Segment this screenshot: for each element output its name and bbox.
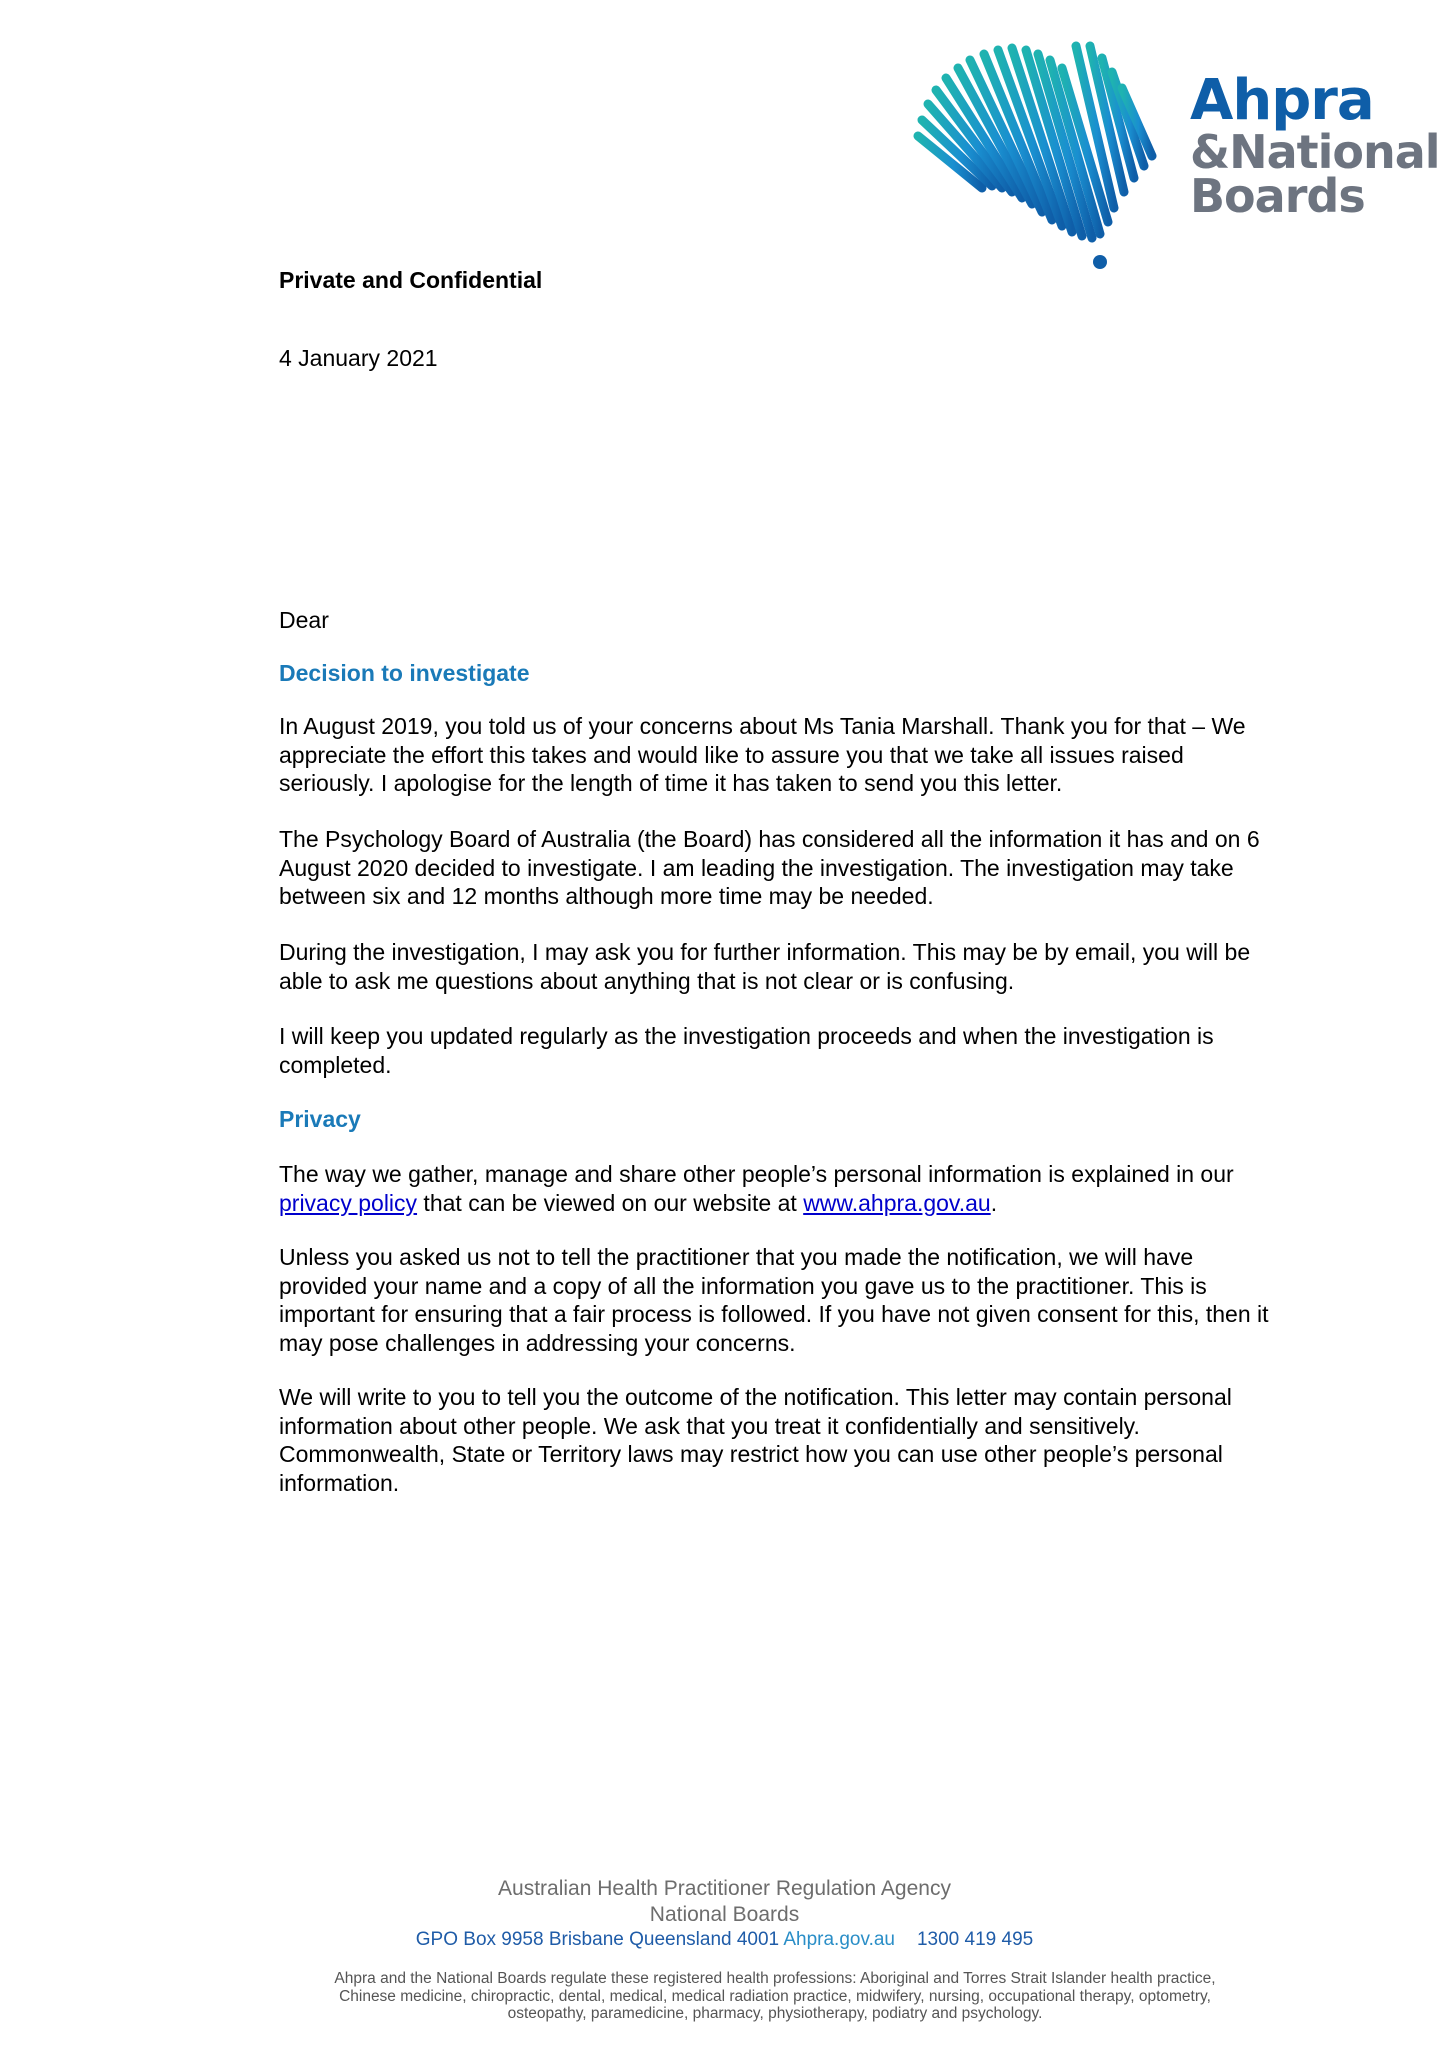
footer-national-boards: National Boards xyxy=(649,1903,800,1926)
paragraph-board-decision: The Psychology Board of Australia (the Board) has considered all the information it has and on 6 August 2020 decided to investigate. I am leading the investigation. The investigation may take between six and 12 months although more time may be needed. xyxy=(279,826,1260,909)
footer-address: GPO Box 9958 Brisbane Queensland 4001 xyxy=(415,1929,780,1950)
heading-privacy: Privacy xyxy=(279,1106,361,1132)
logo-wordmark xyxy=(1190,68,1440,223)
ahpra-website-link[interactable]: www.ahpra.gov.au xyxy=(803,1189,991,1216)
privacy-text-after: . xyxy=(990,1189,998,1216)
salutation: Dear xyxy=(279,607,329,633)
paragraph-outcome: We will write to you to tell you the outcome of the notification. This letter may contain personal information about other people. We ask that you treat it confidentially and sensitively. Commonwealth, State or Territory laws may restrict how you can use other people’s personal information. xyxy=(279,1384,1232,1496)
privacy-policy-link[interactable]: privacy policy xyxy=(279,1189,418,1216)
classification-label: Private and Confidential xyxy=(279,267,543,293)
privacy-text-middle: that can be viewed on our website at xyxy=(417,1189,804,1216)
logo-ahpra-text: Ahpra xyxy=(1190,68,1374,133)
australia-rays-logo-mark xyxy=(912,38,1172,274)
privacy-text-before: The way we gather, manage and share other people’s personal information is explained in our xyxy=(279,1161,1234,1187)
ahpra-logo xyxy=(912,38,1440,274)
paragraph-updates: I will keep you updated regularly as the investigation proceeds and when the investigation is completed. xyxy=(279,1023,1214,1078)
footer-professions: Ahpra and the National Boards regulate these registered health professions: Aboriginal and Torres Strait Islander health practice, Chinese medicine, chiropractic, dental, medical, medical radiation practice, midwifery, nursing, occupational therapy, optometry, osteopathy, paramedicine, pharmacy, physiotherapy, podiatry and psychology. xyxy=(334,1970,1216,2022)
paragraph-notification-consent: Unless you asked us not to tell the practitioner that you made the notification, we will have provided your name and a copy of all the information you gave us to the practitioner. This is important for ensuring that a fair process is followed. If you have not given consent for this, then it may pose challenges in addressing your concerns. xyxy=(279,1244,1269,1356)
logo-boards-text: Boards xyxy=(1190,169,1365,223)
logo-national-text: &National xyxy=(1190,125,1440,179)
heading-decision-to-investigate: Decision to investigate xyxy=(279,660,530,686)
paragraph-concerns: In August 2019, you told us of your concerns about Ms Tania Marshall. Thank you for that – We appreciate the effort this takes and would like to assure you that we take all issues raised seriously. I apologise for the length of time it has taken to send you this letter. xyxy=(279,713,1246,796)
paragraph-further-information: During the investigation, I may ask you for further information. This may be by email, you will be able to ask me questions about anything that is not clear or is confusing. xyxy=(279,939,1251,994)
footer-website[interactable]: Ahpra.gov.au xyxy=(783,1929,895,1950)
footer-agency-name: Australian Health Practitioner Regulation Agency xyxy=(498,1877,951,1900)
footer-phone: 1300 419 495 xyxy=(916,1929,1034,1950)
paragraph-privacy-policy xyxy=(279,1160,1269,1217)
letter-date: 4 January 2021 xyxy=(279,345,438,371)
footer-contact-line xyxy=(0,1928,1449,1952)
